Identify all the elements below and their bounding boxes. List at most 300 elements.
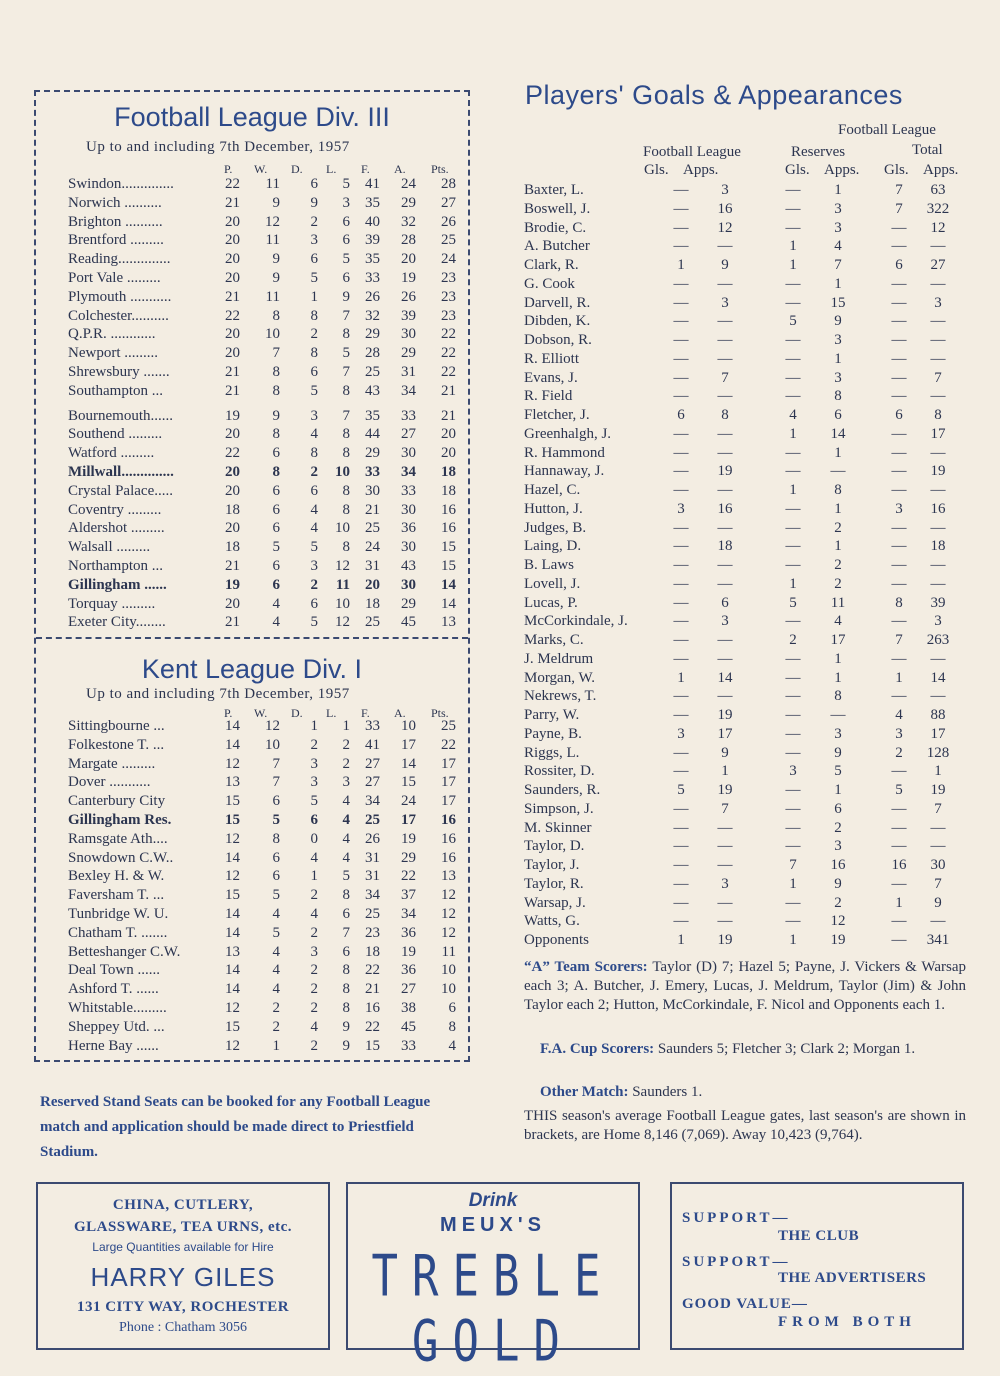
stat-cell: 17 [441, 793, 456, 810]
stat-cell: 20 [225, 251, 240, 268]
team-name: Crystal Palace..... [68, 482, 173, 499]
stat-cell: 4 [272, 614, 280, 631]
team-name: Shrewsbury ....... [68, 364, 170, 380]
player-name: R. Hammond [524, 444, 605, 461]
player-name: Clark, R. [524, 257, 579, 273]
team-name: Southampton ... [68, 382, 164, 399]
stat-cell: 2 [310, 464, 318, 480]
stat-cell: 20 [441, 426, 456, 443]
player-row [524, 820, 964, 839]
team-name: Herne Bay ...... [68, 1037, 159, 1054]
stand-seats-notice: Reserved Stand Seats can be booked for any Football League match and application should be made direct to Priestfield Stadium. [40, 1094, 431, 1160]
stat-cell: 21 [225, 382, 240, 399]
player-stat: 19 [930, 782, 946, 798]
player-stat: — [785, 800, 801, 817]
player-stat: 63 [930, 182, 946, 198]
player-row [524, 538, 964, 557]
player-stat: 12 [930, 219, 946, 236]
player-stat: — [673, 894, 689, 911]
stat-cell: 14 [441, 576, 456, 593]
player-stat: 17 [930, 425, 946, 442]
player-stat: — [930, 913, 946, 930]
stat-cell: 13 [441, 614, 456, 631]
stat-cell: 20 [225, 464, 240, 480]
player-stat: — [673, 463, 689, 480]
player-stat: 6 [834, 407, 842, 423]
stat-cell: 14 [225, 962, 240, 979]
team-name: Margate ......... [68, 755, 156, 772]
player-stat: — [891, 425, 907, 442]
player-stat: — [673, 557, 689, 573]
player-row [524, 520, 964, 539]
table-row [68, 482, 456, 502]
player-stat: — [785, 369, 801, 386]
stat-cell: 9 [272, 251, 280, 268]
stat-cell: 22 [225, 176, 240, 192]
player-stat: — [673, 575, 689, 592]
player-stat: 19 [717, 463, 733, 480]
stat-cell: 2 [310, 736, 318, 753]
stat-cell: 33 [365, 718, 380, 734]
stat-cell: 25 [365, 614, 380, 631]
stat-cell: 8 [342, 326, 350, 343]
stat-cell: 8 [342, 501, 350, 518]
stat-cell: 21 [225, 364, 240, 380]
player-stat: — [717, 819, 733, 836]
other-match-label: Other Match: [540, 1084, 629, 1100]
table-row [68, 924, 456, 944]
table-row [68, 445, 456, 464]
stat-cell: 1 [342, 718, 350, 734]
player-stat: — [717, 575, 733, 592]
stat-cell: 21 [441, 407, 456, 424]
player-name: Lovell, J. [524, 575, 581, 592]
fl-group-header: Football League [643, 144, 741, 160]
player-name: Dobson, R. [524, 332, 592, 348]
team-name: Bexley H. & W. [68, 868, 165, 885]
player-stat: 4 [789, 407, 797, 423]
column-header: A. [394, 706, 406, 720]
player-column-header: Apps. [683, 162, 719, 178]
player-stat: — [930, 650, 946, 667]
giles-name: HARRY GILES [90, 1262, 276, 1292]
player-name: R. Elliott [524, 350, 580, 367]
player-stat: — [785, 669, 801, 686]
player-stat: — [673, 200, 689, 217]
player-stat: — [673, 294, 689, 311]
stat-cell: 28 [401, 232, 416, 249]
stat-cell: 2 [310, 576, 318, 593]
stat-cell: 9 [272, 194, 280, 211]
player-row [524, 613, 964, 632]
stat-cell: 34 [365, 793, 380, 810]
stat-cell: 32 [365, 307, 380, 324]
player-stat: 1 [789, 875, 797, 892]
stat-cell: 19 [401, 943, 416, 960]
stat-cell: 25 [441, 232, 456, 249]
table-row [68, 176, 456, 195]
stat-cell: 6 [272, 849, 280, 866]
stat-cell: 29 [401, 849, 416, 866]
player-row [524, 332, 964, 351]
player-stat: 6 [895, 407, 903, 423]
support-advert [670, 1182, 964, 1350]
player-stat: — [891, 763, 907, 780]
stat-cell: 17 [401, 736, 416, 753]
player-stat: — [785, 519, 801, 536]
kent-title: Kent League Div. I [141, 654, 363, 684]
player-row [524, 295, 964, 314]
player-name: Darvell, R. [524, 294, 591, 311]
stat-cell: 35 [365, 251, 380, 268]
stat-cell: 23 [441, 307, 456, 324]
player-stat: — [717, 388, 733, 405]
player-row [524, 670, 964, 689]
player-stat: 16 [891, 857, 907, 873]
reserves-group-header: Reserves [791, 144, 846, 160]
player-stat: — [673, 538, 689, 555]
player-stat: 1 [721, 763, 729, 780]
player-stat: — [717, 857, 733, 873]
stat-cell: 19 [401, 830, 416, 847]
player-stat: — [930, 350, 946, 367]
player-name: Riggs, L. [524, 744, 580, 761]
stat-cell: 26 [401, 288, 416, 305]
player-stat: — [891, 800, 907, 817]
player-stat: — [717, 238, 733, 255]
player-name: Nekrews, T. [524, 688, 597, 705]
player-stat: 15 [830, 294, 846, 311]
stat-cell: 5 [272, 539, 280, 556]
player-stat: — [891, 332, 907, 348]
player-stat: — [673, 650, 689, 667]
player-stat: — [891, 538, 907, 555]
player-stat: 16 [717, 200, 733, 217]
stat-cell: 30 [401, 501, 416, 518]
player-stat: 1 [834, 275, 842, 292]
stat-cell: 9 [342, 1018, 350, 1035]
stat-cell: 4 [448, 1037, 456, 1054]
player-stat: — [673, 875, 689, 892]
stat-cell: 22 [441, 345, 456, 362]
player-stat: — [891, 313, 907, 330]
stat-cell: 3 [310, 755, 318, 772]
team-name: Aldershot ......... [68, 520, 165, 537]
stat-cell: 2 [310, 326, 318, 343]
stat-cell: 12 [335, 614, 350, 631]
stat-cell: 14 [401, 755, 416, 772]
meux-drink: Drink [468, 1190, 518, 1211]
stat-cell: 31 [365, 558, 380, 574]
player-stat: 19 [717, 782, 733, 798]
column-header: D. [291, 706, 303, 720]
player-stat: 3 [721, 613, 729, 630]
player-stat: — [785, 500, 801, 517]
stat-cell: 11 [441, 943, 456, 960]
team-name: Betteshanger C.W. [68, 943, 181, 960]
player-column-header: Gls. [644, 162, 669, 178]
stat-cell: 39 [365, 232, 380, 249]
stat-cell: 5 [310, 270, 318, 286]
stat-cell: 3 [310, 407, 318, 424]
team-name: Dover ........... [68, 774, 151, 791]
team-name: Snowdown C.W.. [68, 849, 174, 866]
team-name: Reading.............. [68, 251, 171, 268]
player-stat: — [930, 444, 946, 461]
team-name: Coventry ......... [68, 501, 162, 518]
player-name: Watts, G. [524, 913, 580, 930]
stat-cell: 14 [225, 906, 240, 922]
stat-cell: 12 [441, 924, 456, 941]
player-name: Brodie, C. [524, 219, 587, 236]
player-stat: 6 [834, 800, 842, 817]
player-stat: — [930, 819, 946, 836]
stat-cell: 30 [365, 482, 380, 499]
table-row [68, 830, 456, 850]
stat-cell: 25 [441, 718, 456, 734]
stat-cell: 27 [401, 426, 416, 443]
player-name: G. Cook [524, 275, 575, 292]
player-stat: 11 [830, 594, 846, 611]
player-stat: 3 [834, 725, 842, 742]
a-team-text: Taylor (D) 7; Hazel 5; Payne, J. Vickers & Warsap each 3; A. Butcher, J. Emery, Lucas, J. Meldrum, Taylor (Jim) & John Taylor each 2; Hutton, McCorkindale, F. Nicol and Opponents each 1. [524, 959, 966, 1013]
stat-cell: 34 [401, 906, 416, 922]
player-name: J. Meldrum [524, 650, 594, 667]
player-stat: — [891, 294, 907, 311]
player-name: M. Skinner [524, 819, 592, 836]
player-stat: 2 [834, 819, 842, 836]
table-row [68, 576, 456, 596]
stat-cell: 8 [310, 307, 318, 324]
div3-subtitle: Up to and including 7th December, 1957 [86, 139, 350, 155]
stat-cell: 29 [401, 194, 416, 211]
stat-cell: 18 [225, 539, 240, 556]
stat-cell: 22 [441, 364, 456, 380]
stat-cell: 6 [342, 213, 350, 230]
table-row [68, 906, 456, 925]
stat-cell: 2 [310, 1000, 318, 1016]
stat-cell: 30 [401, 539, 416, 556]
stat-cell: 12 [265, 213, 280, 230]
stat-cell: 4 [342, 830, 350, 847]
player-stat: — [717, 425, 733, 442]
table-row [68, 307, 456, 327]
player-name: B. Laws [524, 557, 574, 573]
player-stat: — [891, 350, 907, 367]
stat-cell: 5 [272, 812, 280, 828]
player-stat: — [673, 857, 689, 873]
stat-cell: 18 [365, 943, 380, 960]
player-stat: — [785, 894, 801, 911]
stat-cell: 7 [272, 774, 280, 791]
stat-cell: 21 [365, 501, 380, 518]
player-stat: 8 [934, 407, 942, 423]
team-name: Newport ......... [68, 345, 158, 362]
player-stat: — [717, 444, 733, 461]
player-stat: — [785, 350, 801, 367]
player-stat: — [673, 913, 689, 930]
stat-cell: 4 [272, 906, 280, 922]
total-header: Total [912, 142, 943, 158]
team-name: Gillingham Res. [68, 812, 172, 828]
player-row [524, 388, 964, 407]
player-stat: 9 [834, 744, 842, 761]
player-stat: — [930, 313, 946, 330]
stat-cell: 5 [272, 924, 280, 941]
player-name: Parry, W. [524, 707, 580, 723]
meux-treble: TREBLE [371, 1243, 615, 1310]
stat-cell: 29 [401, 595, 416, 612]
player-stat: — [785, 557, 801, 573]
player-row [524, 407, 964, 426]
team-name: Norwich .......... [68, 194, 162, 211]
team-name: Northampton ... [68, 558, 163, 574]
team-name: Q.P.R. ............ [68, 326, 156, 343]
player-name: Warsap, J. [524, 894, 586, 911]
stat-cell: 5 [310, 382, 318, 399]
player-name: Saunders, R. [524, 782, 601, 798]
stat-cell: 4 [310, 520, 318, 537]
player-stat: 2 [834, 894, 842, 911]
column-header: L. [326, 706, 337, 720]
player-name: R. Field [524, 388, 573, 405]
player-stat: 3 [895, 500, 903, 517]
stat-cell: 8 [310, 345, 318, 362]
stat-cell: 12 [225, 868, 240, 885]
player-stat: — [673, 482, 689, 498]
meux-advert [346, 1182, 640, 1375]
stat-cell: 4 [272, 595, 280, 612]
table-row [68, 1000, 456, 1019]
player-row [524, 370, 964, 389]
stat-cell: 12 [441, 887, 456, 904]
player-stat: 1 [834, 782, 842, 798]
player-stat: — [785, 782, 801, 798]
player-stat: 1 [834, 500, 842, 517]
stat-cell: 21 [225, 194, 240, 211]
player-stat: — [891, 275, 907, 292]
team-name: Walsall ......... [68, 539, 151, 556]
player-stat: — [785, 744, 801, 761]
player-stat: 5 [789, 594, 797, 611]
player-stat: 341 [926, 932, 950, 948]
column-header: P. [224, 162, 233, 176]
stat-cell: 20 [225, 213, 240, 230]
player-column-header: Apps. [824, 162, 860, 178]
player-row [524, 182, 964, 201]
player-stat: — [930, 557, 946, 573]
stat-cell: 12 [335, 558, 350, 574]
stat-cell: 19 [401, 270, 416, 286]
player-stat: — [830, 463, 846, 480]
player-stat: 16 [717, 500, 733, 517]
player-stat: 8 [834, 688, 842, 705]
table-row [68, 520, 456, 539]
player-row [524, 932, 964, 951]
table-row [68, 614, 456, 633]
player-stat: — [891, 482, 907, 498]
player-stat: — [891, 913, 907, 930]
player-name: McCorkindale, J. [524, 613, 628, 630]
stat-cell: 8 [342, 981, 350, 998]
team-name: Sheppey Utd. ... [68, 1018, 165, 1035]
stat-cell: 3 [310, 774, 318, 791]
stat-cell: 4 [310, 849, 318, 866]
stat-cell: 10 [335, 595, 350, 612]
player-stat: — [891, 557, 907, 573]
table-row [68, 868, 456, 887]
player-stat: 1 [677, 669, 685, 686]
stat-cell: 9 [342, 288, 350, 305]
stat-cell: 2 [310, 887, 318, 904]
table-row [68, 718, 456, 737]
stat-cell: 0 [310, 830, 318, 847]
player-stat: — [785, 294, 801, 311]
giles-line-1: CHINA, CUTLERY, [112, 1197, 254, 1213]
player-stat: 1 [789, 575, 797, 592]
player-stat: — [673, 594, 689, 611]
stat-cell: 6 [310, 482, 318, 499]
stat-cell: 22 [441, 326, 456, 343]
player-stat: 5 [677, 782, 685, 798]
player-stat: 8 [895, 594, 903, 611]
player-stat: 3 [834, 200, 842, 217]
stat-cell: 8 [448, 1018, 456, 1035]
column-header: Pts. [431, 706, 449, 720]
player-stat: — [785, 613, 801, 630]
stat-cell: 26 [441, 213, 456, 230]
player-stat: — [891, 650, 907, 667]
player-stat: — [785, 388, 801, 405]
player-stat: 2 [789, 632, 797, 648]
stat-cell: 45 [401, 614, 416, 631]
stat-cell: 4 [310, 426, 318, 443]
table-row [68, 981, 456, 1000]
table-row [68, 736, 456, 756]
stat-cell: 30 [401, 445, 416, 462]
stat-cell: 2 [310, 962, 318, 979]
team-name: Millwall.............. [68, 464, 174, 480]
player-name: Baxter, L. [524, 182, 584, 198]
stat-cell: 30 [401, 326, 416, 343]
stat-cell: 16 [441, 812, 456, 828]
player-stat: — [673, 444, 689, 461]
player-stat: 3 [934, 294, 942, 311]
good-value-b: FROM BOTH [778, 1314, 916, 1330]
player-stat: 18 [717, 538, 733, 555]
stat-cell: 8 [342, 426, 350, 443]
stat-cell: 24 [401, 793, 416, 810]
table-row [68, 194, 456, 214]
player-stat: 17 [930, 725, 946, 742]
stat-cell: 6 [272, 576, 280, 593]
player-column-header: Apps. [923, 162, 959, 178]
table-row [68, 464, 456, 483]
column-header: W. [254, 162, 268, 176]
stat-cell: 35 [365, 407, 380, 424]
player-stat: 8 [834, 482, 842, 498]
table-row [68, 812, 456, 831]
stat-cell: 2 [310, 924, 318, 941]
player-row [524, 632, 964, 651]
stat-cell: 13 [441, 868, 456, 885]
gates-paragraph: THIS season's average Football League gates, last season's are shown in brackets, are Home 8,146 (7,069). Away 10,423 (9,764). [524, 1108, 966, 1143]
support-advertisers-a: SUPPORT— [682, 1254, 791, 1270]
stat-cell: 6 [342, 943, 350, 960]
player-stat: — [673, 744, 689, 761]
player-stat: — [717, 350, 733, 367]
stat-cell: 11 [265, 232, 280, 249]
